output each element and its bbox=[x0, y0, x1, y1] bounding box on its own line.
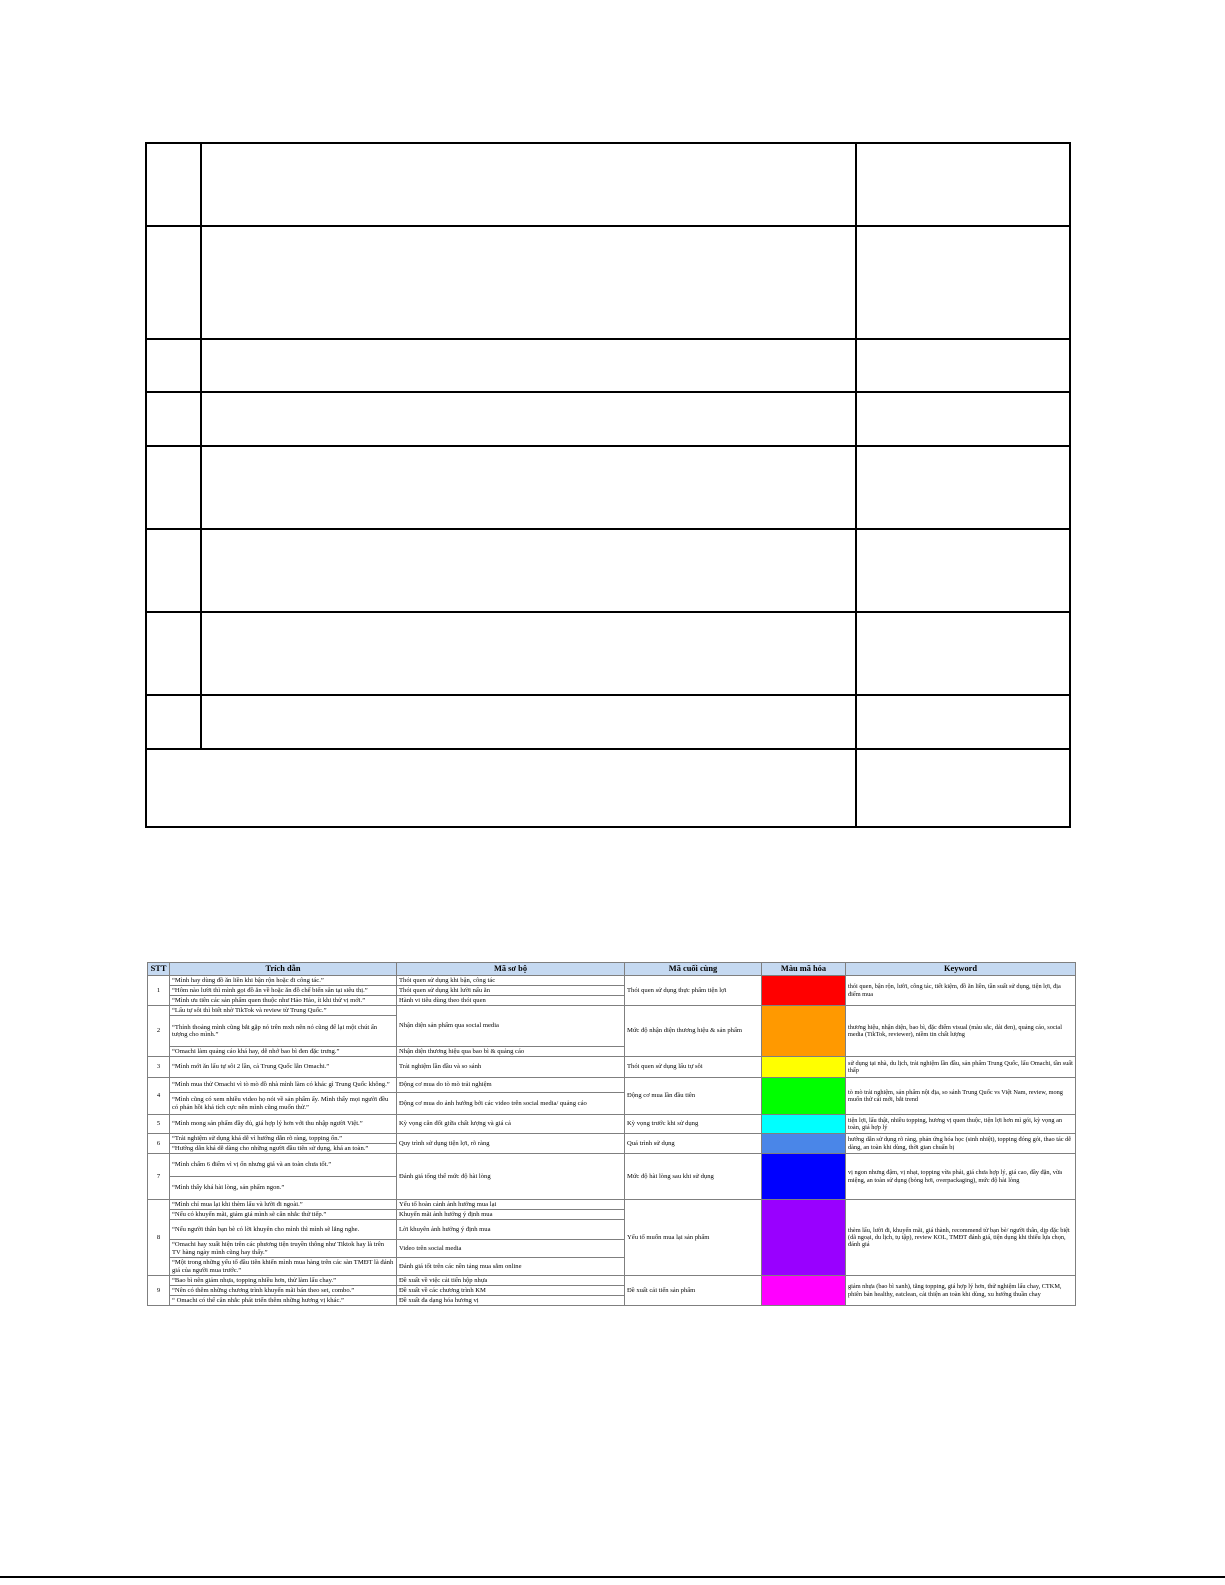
stt-cell: 8 bbox=[148, 1200, 170, 1276]
table-row bbox=[148, 1154, 1076, 1177]
header-stt: STT bbox=[148, 963, 170, 976]
table-row bbox=[148, 1276, 1076, 1286]
quote-cell: “Omachi làm quảng cáo khá hay, dễ nhớ bao bì đen đặc trưng.” bbox=[170, 1047, 397, 1057]
initial-code-cell: Yếu tố hoàn cảnh ảnh hưởng mua lại bbox=[397, 1200, 625, 1210]
initial-code-cell: Video trên social media bbox=[397, 1240, 625, 1258]
initial-code-cell: Đánh giá tốt trên các nền tảng mua sắm online bbox=[397, 1258, 625, 1276]
quote-cell: “Mình thấy khá hài lòng, sản phẩm ngon.” bbox=[170, 1177, 397, 1200]
initial-code-cell: Trải nghiệm lần đầu và so sánh bbox=[397, 1057, 625, 1078]
color-swatch-cell bbox=[762, 1134, 846, 1154]
stt-cell: 1 bbox=[148, 976, 170, 1006]
initial-code-cell: Nhận diện thương hiệu qua bao bì & quảng cáo bbox=[397, 1047, 625, 1057]
keyword-cell: sử dụng tại nhà, du lịch, trải nghiệm lần đầu, sản phẩm Trung Quốc, lẩu Omachi, tần suất thấp bbox=[846, 1057, 1076, 1078]
quote-cell: “Mình mua thử Omachi vì tò mò đồ nhà mình làm có khác gì Trung Quốc không.” bbox=[170, 1078, 397, 1093]
quote-cell: “Mình chỉ mua lại khi thèm lẩu và lười đi ngoài.” bbox=[170, 1200, 397, 1210]
coding-table bbox=[147, 962, 1076, 1306]
quote-cell: “ Omachi có thể cân nhắc phát triển thêm những hương vị khác.” bbox=[170, 1296, 397, 1306]
quote-cell: “Mình cũng có xem nhiều video họ nói về sản phẩm ấy. Mình thấy mọi người đều có phản hồi khá tích cực nên mình cũng muốn thử.” bbox=[170, 1093, 397, 1115]
color-swatch-cell bbox=[762, 1276, 846, 1306]
color-swatch-cell bbox=[762, 1200, 846, 1276]
quote-cell: “Trải nghiệm sử dụng khá dễ vì hướng dẫn rõ ràng, topping ổn.” bbox=[170, 1134, 397, 1144]
keyword-cell: thương hiệu, nhận diện, bao bì, đặc điểm visual (màu sắc, dải đen), quảng cáo, social media (TikTok, reviewer), niềm tin chất lượng bbox=[846, 1006, 1076, 1057]
quote-cell: “Hôm nào lười thì mình gọi đồ ăn về hoặc ăn đồ chế biến sẵn tại siêu thị.” bbox=[170, 986, 397, 996]
final-code-cell: Yếu tố muốn mua lại sản phẩm bbox=[625, 1200, 762, 1276]
final-code-cell: Kỳ vọng trước khi sử dụng bbox=[625, 1115, 762, 1134]
table-row bbox=[148, 1200, 1076, 1210]
quote-cell: “Nếu người thân bạn bè có lời khuyên cho mình thì mình sẽ lắng nghe. bbox=[170, 1220, 397, 1240]
initial-code-cell: Nhận diện sản phẩm qua social media bbox=[397, 1006, 625, 1047]
quote-cell: “Mình hay dùng đồ ăn liền khi bận rộn hoặc đi công tác.” bbox=[170, 976, 397, 986]
table-header-row bbox=[148, 963, 1076, 976]
color-swatch-cell bbox=[762, 976, 846, 1006]
table-row bbox=[148, 1057, 1076, 1078]
initial-code-cell: Động cơ mua do ảnh hưởng bởi các video trên social media/ quảng cáo bbox=[397, 1093, 625, 1115]
initial-code-cell: Thói quen sử dụng khi lười nấu ăn bbox=[397, 986, 625, 996]
stt-cell: 6 bbox=[148, 1134, 170, 1154]
final-code-cell: Quá trình sử dụng bbox=[625, 1134, 762, 1154]
stt-cell: 4 bbox=[148, 1078, 170, 1115]
keyword-cell: tiện lợi, lẩu thật, nhiều topping, hương vị quen thuộc, tiện lợi hơn mì gói, kỳ vọng an toàn, giá hợp lý bbox=[846, 1115, 1076, 1134]
table-row bbox=[148, 976, 1076, 986]
table-row bbox=[148, 1078, 1076, 1093]
quote-cell: “Lẩu tự sôi thì biết nhờ TikTok và review từ Trung Quốc.” bbox=[170, 1006, 397, 1016]
initial-code-cell: Đánh giá tổng thể mức độ hài lòng bbox=[397, 1154, 625, 1200]
initial-code-cell: Lời khuyên ảnh hưởng ý định mua bbox=[397, 1220, 625, 1240]
table-row bbox=[148, 1115, 1076, 1134]
quote-cell: “Omachi hay xuất hiện trên các phương tiện truyền thông như Tiktok hay là trên TV hàng ngày mình cũng hay thấy.” bbox=[170, 1240, 397, 1258]
quote-cell: “Mình chấm 6 điểm vì vị ổn nhưng giá và an toàn chưa tốt.” bbox=[170, 1154, 397, 1177]
initial-code-cell: Hành vi tiêu dùng theo thói quen bbox=[397, 996, 625, 1006]
stt-cell: 5 bbox=[148, 1115, 170, 1134]
header-final-code: Mã cuối cùng bbox=[625, 963, 762, 976]
initial-code-cell: Thói quen sử dụng khi bận, công tác bbox=[397, 976, 625, 986]
final-code-cell: Động cơ mua lần đầu tiên bbox=[625, 1078, 762, 1115]
header-keyword: Keyword bbox=[846, 963, 1076, 976]
quote-cell: “Mình mong sản phẩm đầy đủ, giá hợp lý hơn với thu nhập người Việt.” bbox=[170, 1115, 397, 1134]
initial-code-cell: Động cơ mua do tò mò trải nghiệm bbox=[397, 1078, 625, 1093]
quote-cell: “Bao bì nên giảm nhựa, topping nhiều hơn, thử làm lẩu chay.” bbox=[170, 1276, 397, 1286]
keyword-cell: thèm lẩu, lười đi, khuyến mãi, giá thành, recommend từ bạn bè/ người thân, dịp đặc biệt (dã ngoại, du lịch, tụ tập), review KOL, TMĐT đánh giá, tiện dụng khi thiếu lựa chọn, đánh giá bbox=[846, 1200, 1076, 1276]
stt-cell: 9 bbox=[148, 1276, 170, 1306]
stt-cell: 2 bbox=[148, 1006, 170, 1057]
color-swatch-cell bbox=[762, 1006, 846, 1057]
keyword-cell: thói quen, bận rộn, lười, công tác, tiết kiệm, đồ ăn liền, tần suất sử dụng, tiện lợi, địa điểm mua bbox=[846, 976, 1076, 1006]
quote-cell: “Hướng dẫn khá dễ dàng cho những người đầu tiên sử dụng, khá an toàn.” bbox=[170, 1144, 397, 1154]
final-code-cell: Mức độ hài lòng sau khi sử dụng bbox=[625, 1154, 762, 1200]
quote-cell: “Mình ưu tiên các sản phẩm quen thuộc như Hảo Hảo, ít khi thử vị mới.” bbox=[170, 996, 397, 1006]
initial-code-cell: Đề xuất đa dạng hóa hương vị bbox=[397, 1296, 625, 1306]
final-code-cell: Thói quen sử dụng lẩu tự sôi bbox=[625, 1057, 762, 1078]
empty-bordered-table bbox=[145, 142, 1071, 828]
keyword-cell: giảm nhựa (bao bì xanh), tăng topping, giá hợp lý hơn, thử nghiệm lẩu chay, CTKM, phiên bản healthy, eatclean, cải thiện an toàn khi dùng, xu hướng thuần chay bbox=[846, 1276, 1076, 1306]
color-swatch-cell bbox=[762, 1078, 846, 1115]
keyword-cell: hướng dẫn sử dụng rõ ràng, phản ứng hóa học (sinh nhiệt), topping đóng gói, thao tác dễ dàng, an toàn khi dùng, thời gian chuẩn bị bbox=[846, 1134, 1076, 1154]
table-row bbox=[148, 1006, 1076, 1016]
final-code-cell: Đề xuất cải tiến sản phẩm bbox=[625, 1276, 762, 1306]
quote-cell: “Mình mới ăn lẩu tự sôi 2 lần, cả Trung Quốc lẫn Omachi.” bbox=[170, 1057, 397, 1078]
table-row bbox=[148, 1134, 1076, 1144]
color-swatch-cell bbox=[762, 1115, 846, 1134]
final-code-cell: Thói quen sử dụng thực phẩm tiện lợi bbox=[625, 976, 762, 1006]
header-initial-code: Mã sơ bộ bbox=[397, 963, 625, 976]
stt-cell: 3 bbox=[148, 1057, 170, 1078]
quote-cell: “Nếu có khuyến mãi, giảm giá mình sẽ cân nhắc thử tiếp.” bbox=[170, 1210, 397, 1220]
color-swatch-cell bbox=[762, 1057, 846, 1078]
quote-cell: “Một trong những yếu tố đầu tiên khiến mình mua hàng trên các sàn TMĐT là đánh giá của người mua trước.” bbox=[170, 1258, 397, 1276]
quote-cell: “Nên có thêm những chương trình khuyến mãi bán theo set, combo.” bbox=[170, 1286, 397, 1296]
quote-cell: “Thỉnh thoảng mình cũng bắt gặp nó trên mxh nên nó cũng để lại một chút ấn tượng cho mình.” bbox=[170, 1016, 397, 1047]
initial-code-cell: Khuyến mãi ảnh hưởng ý định mua bbox=[397, 1210, 625, 1220]
initial-code-cell: Đề xuất về việc cải tiến hộp nhựa bbox=[397, 1276, 625, 1286]
table-body bbox=[148, 976, 1076, 1306]
stt-cell: 7 bbox=[148, 1154, 170, 1200]
header-color: Màu mã hóa bbox=[762, 963, 846, 976]
initial-code-cell: Đề xuất về các chương trình KM bbox=[397, 1286, 625, 1296]
final-code-cell: Mức độ nhận diện thương hiệu & sản phẩm bbox=[625, 1006, 762, 1057]
keyword-cell: vị ngon nhưng đậm, vị nhạt, topping vừa phải, giá chưa hợp lý, giá cao, đầy đặn, vừa miệng, an toàn sử dụng (bỏng hơi, overpackaging), mức độ hài lòng bbox=[846, 1154, 1076, 1200]
initial-code-cell: Quy trình sử dụng tiện lợi, rõ ràng bbox=[397, 1134, 625, 1154]
keyword-cell: tò mò trải nghiệm, sản phẩm nội địa, so sánh Trung Quốc vs Việt Nam, review, mong muốn thử cái mới, bắt trend bbox=[846, 1078, 1076, 1115]
initial-code-cell: Kỳ vọng cân đối giữa chất lượng và giá cả bbox=[397, 1115, 625, 1134]
page-bottom-rule bbox=[0, 1576, 1225, 1578]
color-swatch-cell bbox=[762, 1154, 846, 1200]
header-quote: Trích dẫn bbox=[170, 963, 397, 976]
